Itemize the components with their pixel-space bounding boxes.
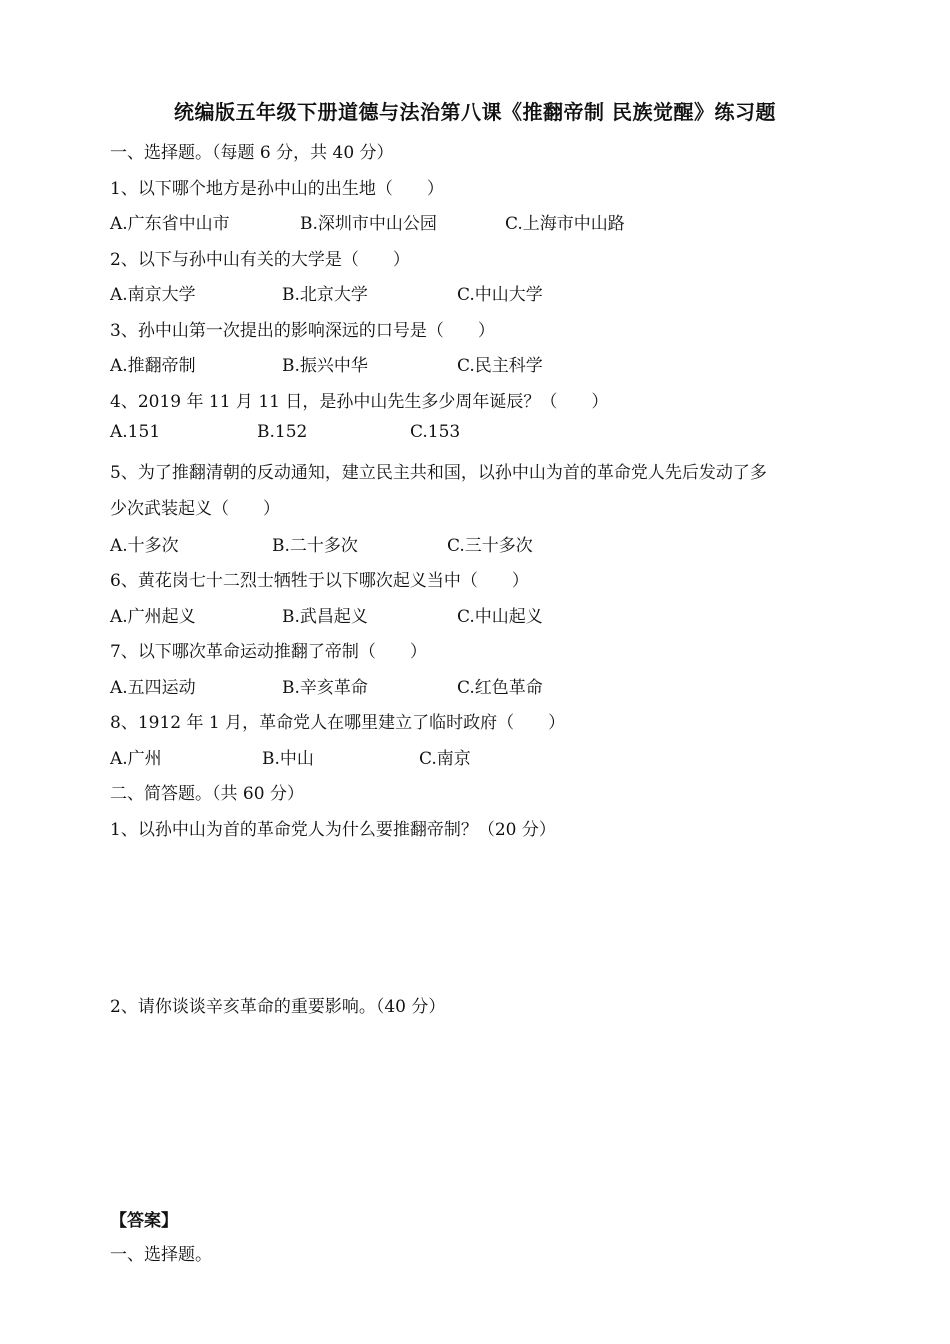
question-5-option-b: B.二十多次 [272,536,358,556]
question-2-option-b: B.北京大学 [282,285,368,305]
question-7-option-b: B.辛亥革命 [282,678,368,698]
question-3-option-c: C.民主科学 [457,356,543,376]
question-4-option-b: B.152 [257,422,308,442]
question-3-option-a: A.推翻帝制 [110,356,196,376]
short-answer-question-1: 1、以孙中山为首的革命党人为什么要推翻帝制？（20 分） [110,820,556,840]
question-1-option-b: B.深圳市中山公园 [300,214,437,234]
short-answer-question-2: 2、请你谈谈辛亥革命的重要影响。（40 分） [110,997,446,1017]
question-7: 7、以下哪次革命运动推翻了帝制（ ） [110,642,427,662]
question-5-option-a: A.十多次 [110,536,179,556]
question-5: 5、为了推翻清朝的反动通知，建立民主共和国，以孙中山为首的革命党人先后发动了多 [110,463,767,483]
question-7-option-c: C.红色革命 [457,678,543,698]
question-2-option-a: A.南京大学 [110,285,196,305]
answers-heading: 【答案】 [110,1211,178,1231]
question-6-option-b: B.武昌起义 [282,607,368,627]
question-6: 6、黄花岗七十二烈士牺牲于以下哪次起义当中（ ） [110,571,529,591]
answers-section1-heading: 一、选择题。 [110,1245,212,1265]
question-4: 4、2019 年 11 月 11 日，是孙中山先生多少周年诞辰？（ ） [110,392,609,412]
question-1: 1、以下哪个地方是孙中山的出生地（ ） [110,179,444,199]
question-3: 3、孙中山第一次提出的影响深远的口号是（ ） [110,321,495,341]
question-5-option-c: C.三十多次 [447,536,533,556]
question-1-option-a: A.广东省中山市 [110,214,230,234]
question-2-option-c: C.中山大学 [457,285,543,305]
section1-heading: 一、选择题。（每题 6 分，共 40 分） [110,143,394,163]
question-6-option-c: C.中山起义 [457,607,543,627]
question-6-option-a: A.广州起义 [110,607,196,627]
question-8-option-b: B.中山 [262,749,314,769]
question-8: 8、1912 年 1 月，革命党人在哪里建立了临时政府（ ） [110,713,566,733]
section2-heading: 二、简答题。（共 60 分） [110,784,304,804]
question-4-option-a: A.151 [110,422,161,442]
question-2: 2、以下与孙中山有关的大学是（ ） [110,250,410,270]
question-3-option-b: B.振兴中华 [282,356,368,376]
document-title: 统编版五年级下册道德与法治第八课《推翻帝制 民族觉醒》练习题 [174,100,776,124]
question-5-continued: 少次武装起义（ ） [110,499,280,519]
question-1-option-c: C.上海市中山路 [505,214,625,234]
question-8-option-a: A.广州 [110,749,162,769]
question-7-option-a: A.五四运动 [110,678,196,698]
question-8-option-c: C.南京 [419,749,471,769]
question-4-option-c: C.153 [410,422,461,442]
